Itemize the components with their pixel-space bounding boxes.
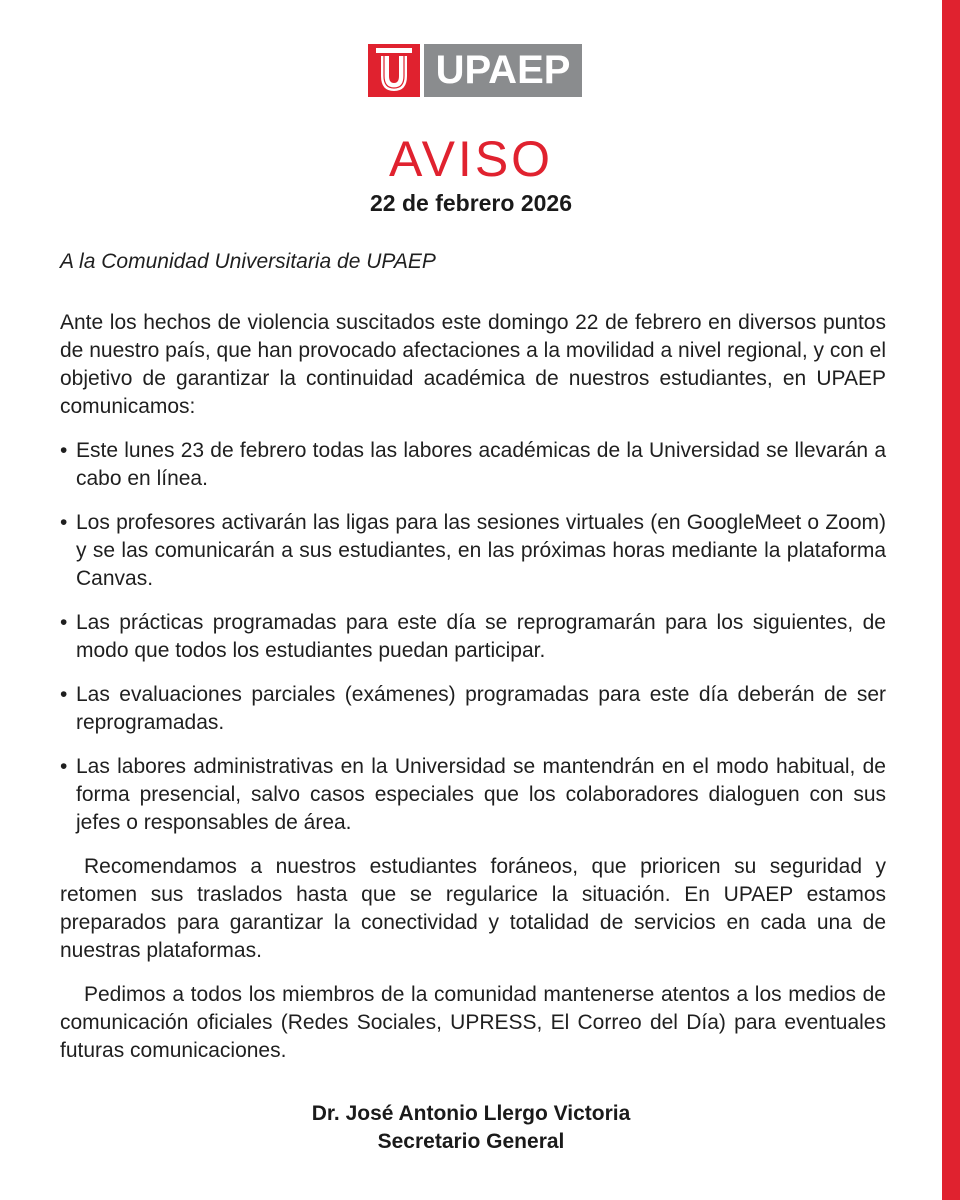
- signatory-role: Secretario General: [377, 1130, 565, 1153]
- side-accent-bar: [942, 0, 960, 1200]
- bullet-icon: •: [60, 511, 68, 534]
- signatory-name: Dr. José Antonio Llergo Victoria: [311, 1102, 631, 1125]
- list-item: [60, 609, 886, 665]
- list-item-text: Las prácticas programadas para este día se reprogramarán para los siguientes, de modo que todos los estudiantes puedan participar.: [76, 611, 886, 662]
- bullet-icon: •: [60, 755, 68, 778]
- list-item-text: Las labores administrativas en la Universidad se mantendrán en el modo habitual, de forma presencial, salvo casos especiales que los colaboradores dialoguen con sus jefes o responsables de área.: [76, 755, 886, 834]
- list-item-text: Este lunes 23 de febrero todas las labores académicas de la Universidad se llevarán a cabo en línea.: [76, 439, 886, 490]
- list-item: [60, 681, 886, 737]
- list-item: [60, 509, 886, 593]
- closing-paragraph: Pedimos a todos los miembros de la comunidad mantenerse atentos a los medios de comunicación oficiales (Redes Sociales, UPRESS, El Correo del Día) para eventuales futuras comunicaciones.: [60, 983, 886, 1062]
- bullet-icon: •: [60, 611, 68, 634]
- list-item-text: Los profesores activarán las ligas para las sesiones virtuales (en GoogleMeet o Zoom) y se las comunicarán a sus estudiantes, en las próximas horas mediante la plataforma Canvas.: [76, 511, 886, 590]
- recommendation-paragraph: Recomendamos a nuestros estudiantes foráneos, que prioricen su seguridad y retomen sus traslados hasta que se regularice la situación. En UPAEP estamos preparados para garantizar la conectividad y totalidad de servicios en cada una de nuestras plataformas.: [60, 855, 886, 962]
- intro-paragraph: Ante los hechos de violencia suscitados este domingo 22 de febrero en diversos puntos de nuestro país, que han provocado afectaciones a la movilidad a nivel regional, y con el objetivo de garantizar la continuidad académica de nuestros estudiantes, en UPAEP comunicamos:: [60, 311, 886, 418]
- measures-list: [60, 437, 886, 837]
- bullet-icon: •: [60, 439, 68, 462]
- notice-date: 22 de febrero 2026: [369, 190, 572, 216]
- list-item: [60, 753, 886, 837]
- list-item-text: Las evaluaciones parciales (exámenes) programadas para este día deberán de ser reprogramadas.: [76, 683, 886, 734]
- upaep-logo: [368, 44, 582, 97]
- list-item: [60, 437, 886, 493]
- upaep-u-mark-icon: [368, 44, 420, 97]
- bullet-icon: •: [60, 683, 68, 706]
- signature-block: [0, 1100, 942, 1156]
- notice-body: [60, 248, 886, 1081]
- logo-wordmark: UPAEP: [424, 44, 582, 97]
- greeting: A la Comunidad Universitaria de UPAEP: [60, 250, 436, 273]
- page-title: AVISO: [388, 131, 554, 187]
